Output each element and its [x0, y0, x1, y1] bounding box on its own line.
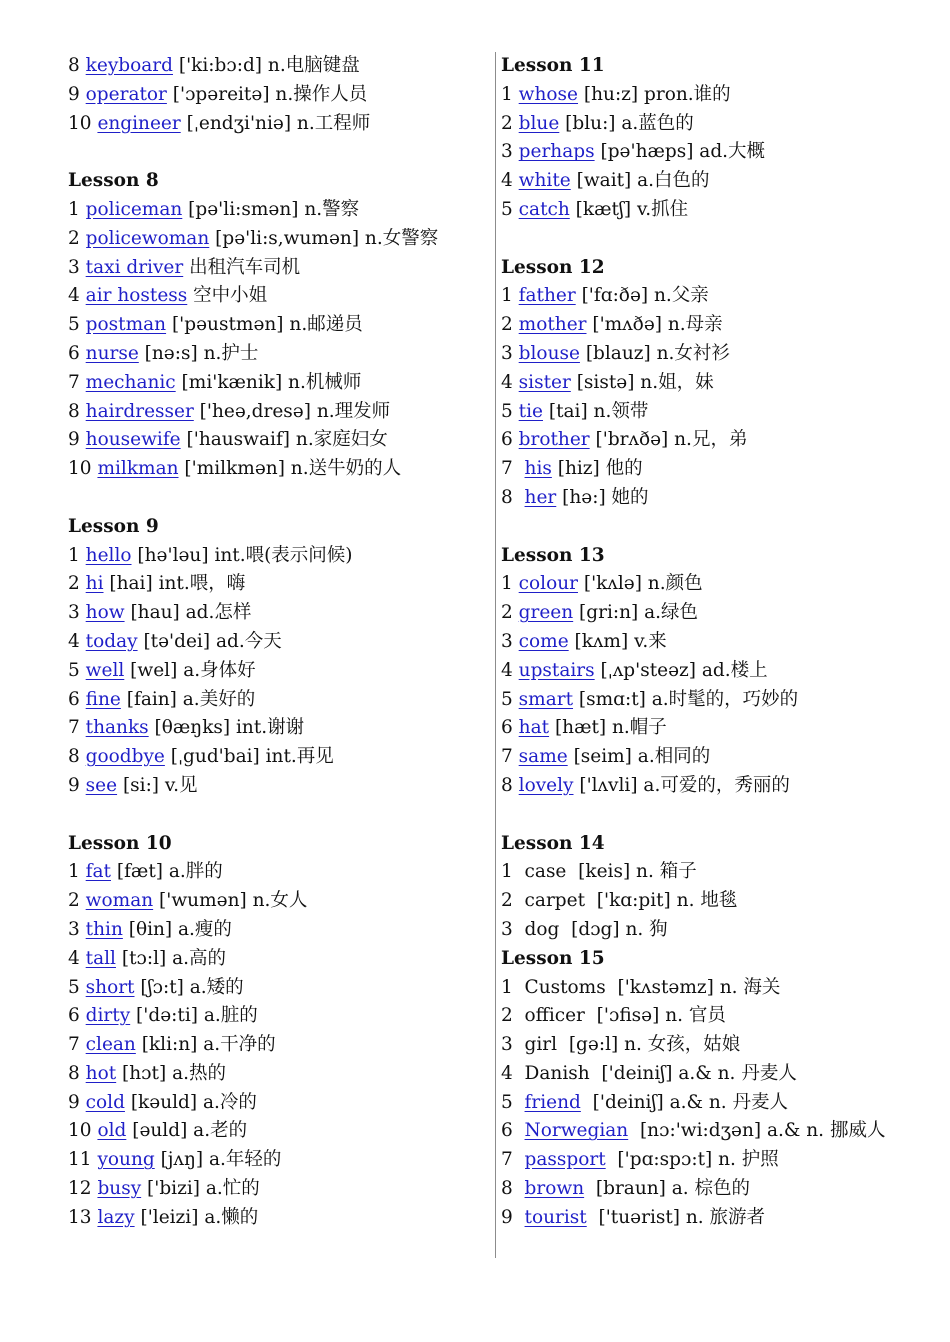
vocab-word-link[interactable]: upstairs	[518, 659, 595, 681]
vocab-entry	[68, 398, 488, 427]
vocab-word-link[interactable]: young	[97, 1149, 155, 1171]
entry-definition: ['ɔpəreitə] n.操作人员	[166, 83, 368, 105]
vocab-word-link[interactable]: brown	[524, 1178, 585, 1200]
entry-definition: [kli:n] a.干净的	[135, 1034, 276, 1056]
entry-definition: [θæŋks] int.谢谢	[148, 717, 305, 739]
entry-definition: [kʌm] v.来	[568, 630, 667, 652]
vocab-entry	[68, 311, 488, 340]
entry-definition: [si:] v.见	[117, 774, 198, 796]
vocab-entry	[501, 1204, 941, 1233]
vocab-word-link[interactable]: his	[524, 458, 552, 480]
entry-number: 8	[68, 55, 80, 76]
entry-definition: [pə'hæps] ad.大概	[594, 141, 766, 163]
vocab-entry	[501, 1002, 941, 1031]
entry-number: 2	[501, 1005, 519, 1027]
vocab-word-link[interactable]: tall	[85, 947, 116, 969]
vocab-word: officer	[524, 1005, 585, 1027]
entry-number: 2	[68, 227, 80, 249]
vocab-entry	[68, 225, 488, 254]
vocab-entry	[68, 1002, 488, 1031]
vocab-word-link[interactable]: postman	[85, 314, 167, 336]
entry-number: 7	[501, 746, 513, 768]
entry-number: 7	[68, 1034, 80, 1056]
vocab-entry	[68, 974, 488, 1003]
vocab-word-link[interactable]: see	[85, 774, 118, 796]
vocab-entry	[501, 455, 941, 484]
vocab-word-link[interactable]: hello	[85, 544, 132, 566]
vocab-word-link[interactable]: friend	[524, 1091, 581, 1113]
entry-number: 7	[501, 458, 519, 480]
entry-definition: ['milkmən] n.送牛奶的人	[178, 458, 402, 480]
vocab-entry	[68, 254, 488, 283]
entry-number: 1	[68, 544, 80, 566]
vocab-entry	[68, 1204, 488, 1233]
entry-number: 4	[68, 947, 80, 969]
entry-definition: [wait] a.白色的	[570, 170, 710, 192]
vocab-entry	[68, 542, 488, 571]
vocab-entry	[68, 599, 488, 628]
vocab-entry	[68, 110, 488, 139]
vocab-entry	[501, 196, 941, 225]
entry-number: 4	[501, 371, 513, 393]
vocab-entry	[68, 686, 488, 715]
vocab-word-link[interactable]: colour	[518, 573, 578, 595]
entry-definition: [kəuld] a.冷的	[124, 1091, 257, 1113]
entry-definition: [pə'li:smən] n.警察	[182, 198, 360, 220]
entry-number: 10	[68, 112, 92, 134]
entry-definition: 空中小姐	[187, 285, 268, 307]
vocab-entry	[68, 1175, 488, 1204]
entry-number: 12	[68, 1178, 92, 1200]
entry-number: 6	[68, 688, 80, 710]
vocab-word-link[interactable]: whose	[518, 83, 579, 105]
vocab-entry	[68, 945, 488, 974]
vocab-entry	[68, 282, 488, 311]
lesson-heading: Lesson 9	[68, 515, 159, 537]
entry-number: 9	[501, 1206, 519, 1228]
vocab-word-link[interactable]: white	[518, 170, 571, 192]
vocab-entry	[501, 657, 941, 686]
entry-number: 1	[501, 861, 519, 883]
vocab-word-link[interactable]: Norwegian	[524, 1120, 629, 1142]
entry-number: 8	[501, 486, 519, 508]
entry-number: 6	[501, 429, 513, 451]
entry-definition: [hai] int.喂，嗨	[103, 573, 246, 595]
vocab-word-link[interactable]: same	[518, 746, 568, 768]
entry-number: 5	[501, 1091, 519, 1113]
blank-line	[68, 484, 488, 513]
vocab-word-link[interactable]: passport	[524, 1149, 606, 1171]
entry-number: 5	[501, 688, 513, 710]
lesson-heading: Lesson 14	[501, 832, 605, 854]
vocab-entry	[68, 714, 488, 743]
entry-number: 8	[68, 746, 80, 768]
entry-number: 3	[68, 918, 80, 940]
vocab-entry	[501, 628, 941, 657]
entry-definition: [braun] a. 棕色的	[584, 1178, 751, 1200]
vocab-word-link[interactable]: green	[518, 602, 574, 624]
entry-definition: [hæt] n.帽子	[549, 717, 667, 739]
entry-number: 1	[501, 285, 513, 307]
entry-definition: [ˌendʒi'niə] n.工程师	[180, 112, 371, 134]
vocab-entry	[68, 858, 488, 887]
lesson-heading: Lesson 12	[501, 256, 605, 278]
vocab-entry	[68, 657, 488, 686]
entry-definition: [dɔg] n. 狗	[559, 918, 668, 940]
entry-number: 6	[501, 717, 513, 739]
vocab-entry	[501, 340, 941, 369]
vocab-word-link[interactable]: blouse	[518, 342, 580, 364]
entry-number: 1	[68, 861, 80, 883]
vocab-word-link[interactable]: keyboard	[85, 55, 173, 76]
entry-definition: ['kɑ:pit] n. 地毯	[585, 890, 738, 912]
entry-number: 1	[501, 976, 519, 998]
vocab-entry	[501, 167, 941, 196]
entry-number: 1	[501, 573, 513, 595]
entry-definition: [hə:] 她的	[556, 486, 649, 508]
entry-definition: [ˌgud'bai] int.再见	[164, 746, 334, 768]
blank-line	[501, 225, 941, 254]
vocab-word: girl	[524, 1034, 558, 1056]
vocab-word-link[interactable]: busy	[97, 1178, 142, 1200]
entry-number: 2	[68, 890, 80, 912]
vocab-entry	[501, 1117, 941, 1146]
entry-number: 1	[501, 83, 513, 105]
vocab-word: case	[524, 861, 567, 883]
entry-definition: [ˌʌp'steəz] ad.楼上	[594, 659, 768, 681]
entry-number: 8	[501, 774, 513, 796]
entry-definition: ['lʌvli] a.可爱的，秀丽的	[573, 774, 790, 796]
vocab-entry	[68, 196, 488, 225]
vocab-entry	[501, 81, 941, 110]
vocab-word-link[interactable]: her	[524, 486, 557, 508]
vocab-word-link[interactable]: lazy	[97, 1206, 135, 1228]
vocab-entry	[501, 887, 941, 916]
column-divider	[495, 52, 496, 1258]
vocab-word-link[interactable]: how	[85, 602, 125, 624]
vocab-entry	[68, 52, 488, 81]
blank-line	[68, 138, 488, 167]
vocab-word-link[interactable]: hairdresser	[85, 400, 194, 422]
entry-definition: [blauz] n.女衬衫	[579, 342, 730, 364]
vocab-entry	[68, 887, 488, 916]
lesson-heading: Lesson 15	[501, 947, 605, 969]
entry-definition: ['hauswaif] n.家庭妇女	[180, 429, 388, 451]
entry-definition: [blu:] a.蓝色的	[559, 112, 694, 134]
vocab-word-link[interactable]: nurse	[85, 342, 139, 364]
lesson-heading: Lesson 8	[68, 170, 159, 192]
entry-number: 4	[501, 659, 513, 681]
entry-number: 3	[501, 918, 519, 940]
vocab-word: Customs	[524, 976, 606, 998]
entry-definition: ['tuərist] n. 旅游者	[586, 1206, 766, 1228]
entry-definition: ['pɑ:spɔ:t] n. 护照	[605, 1149, 779, 1171]
blank-line	[501, 513, 941, 542]
vocab-word-link[interactable]: policeman	[85, 198, 183, 220]
entry-number: 6	[501, 1120, 519, 1142]
entry-number: 10	[68, 458, 92, 480]
vocab-entry	[501, 369, 941, 398]
entry-number: 7	[501, 1149, 519, 1171]
vocab-entry	[68, 1146, 488, 1175]
entry-number: 7	[68, 371, 80, 393]
vocab-word-link[interactable]: mechanic	[85, 371, 176, 393]
entry-number: 8	[68, 1062, 80, 1084]
vocab-word-link[interactable]: old	[97, 1120, 127, 1142]
entry-definition: [tai] n.领带	[542, 400, 649, 422]
entry-number: 9	[68, 83, 80, 105]
vocab-word-link[interactable]: catch	[518, 198, 570, 220]
vocab-entry	[68, 81, 488, 110]
entry-number: 5	[501, 400, 513, 422]
entry-definition: [nə:s] n.护士	[138, 342, 259, 364]
vocab-word-link[interactable]: woman	[85, 890, 154, 912]
entry-number: 6	[68, 1005, 80, 1027]
entry-definition: [əuld] a.老的	[126, 1120, 248, 1142]
entry-number: 2	[501, 890, 519, 912]
vocab-word: dog	[524, 918, 560, 940]
entry-definition: [mi'kænik] n.机械师	[175, 371, 362, 393]
entry-number: 9	[68, 429, 80, 451]
vocab-entry	[501, 426, 941, 455]
entry-definition: ['kʌlə] n.颜色	[577, 573, 703, 595]
entry-definition: ['wumən] n.女人	[153, 890, 308, 912]
entry-definition: [hə'ləu] int.喂(表示问候)	[131, 544, 353, 566]
vocab-word-link[interactable]: thanks	[85, 717, 149, 739]
entry-definition: [tɔ:l] a.高的	[115, 947, 227, 969]
vocab-word-link[interactable]: clean	[85, 1034, 136, 1056]
vocab-word: Danish	[524, 1062, 590, 1084]
entry-definition: [tə'dei] ad.今天	[137, 630, 282, 652]
entry-number: 9	[68, 1091, 80, 1113]
entry-number: 2	[501, 314, 513, 336]
vocab-entry	[501, 916, 941, 945]
vocab-entry	[501, 1146, 941, 1175]
vocab-column-left	[68, 52, 488, 1233]
entry-number: 6	[68, 342, 80, 364]
vocab-entry	[501, 138, 941, 167]
vocab-word-link[interactable]: housewife	[85, 429, 181, 451]
entry-definition: ['brʌðə] n.兄，弟	[589, 429, 748, 451]
blank-line	[501, 801, 941, 830]
vocab-entry	[501, 110, 941, 139]
vocab-word-link[interactable]: father	[518, 285, 576, 307]
entry-number: 5	[68, 976, 80, 998]
entry-number: 8	[68, 400, 80, 422]
vocab-entry	[68, 1060, 488, 1089]
vocab-entry	[68, 1031, 488, 1060]
vocab-entry	[68, 628, 488, 657]
vocab-word-link[interactable]: smart	[518, 688, 574, 710]
vocab-entry	[501, 570, 941, 599]
vocab-word-link[interactable]: hat	[518, 717, 550, 739]
vocab-entry	[68, 455, 488, 484]
vocab-word-link[interactable]: cold	[85, 1091, 125, 1113]
vocab-entry	[68, 743, 488, 772]
entry-definition: ['pəustmən] n.邮递员	[166, 314, 363, 336]
entry-number: 2	[68, 573, 80, 595]
vocab-word-link[interactable]: fat	[85, 861, 111, 883]
entry-definition: [kætʃ] v.抓住	[569, 198, 689, 220]
entry-number: 3	[501, 1034, 519, 1056]
entry-number: 5	[68, 314, 80, 336]
entry-definition: ['deiniʃ] a.& n. 丹麦人	[589, 1062, 797, 1084]
entry-definition: [fæt] a.胖的	[110, 861, 223, 883]
entry-number: 3	[501, 342, 513, 364]
vocab-word-link[interactable]: air hostess	[85, 285, 188, 307]
entry-definition: ['deiniʃ] a.& n. 丹麦人	[580, 1091, 789, 1113]
entry-number: 1	[68, 198, 80, 220]
entry-number: 3	[68, 256, 80, 278]
entry-definition: ['leizi] a.懒的	[134, 1206, 259, 1228]
vocab-entry	[501, 1089, 941, 1118]
vocab-word-link[interactable]: blue	[518, 112, 560, 134]
vocab-word-link[interactable]: dirty	[85, 1005, 131, 1027]
entry-definition: ['mʌðə] n.母亲	[586, 314, 723, 336]
vocab-word-link[interactable]: goodbye	[85, 746, 165, 768]
vocab-entry	[68, 1089, 488, 1118]
lesson-heading: Lesson 11	[501, 55, 605, 76]
entry-definition: [seim] a.相同的	[567, 746, 711, 768]
vocab-entry	[501, 714, 941, 743]
entry-definition: ['bizi] a.忙的	[141, 1178, 260, 1200]
entry-definition: ['fɑ:ðə] n.父亲	[575, 285, 709, 307]
vocab-word-link[interactable]: hi	[85, 573, 104, 595]
entry-definition: [jʌŋ] a.年轻的	[154, 1149, 282, 1171]
entry-number: 7	[68, 717, 80, 739]
entry-definition: [hiz] 他的	[551, 458, 643, 480]
entry-number: 5	[501, 198, 513, 220]
vocab-entry	[501, 686, 941, 715]
vocab-column-right	[501, 52, 941, 1233]
entry-number: 3	[68, 602, 80, 624]
vocab-word-link[interactable]: short	[85, 976, 135, 998]
vocab-entry	[501, 599, 941, 628]
entry-number: 3	[501, 630, 513, 652]
vocab-entry	[68, 340, 488, 369]
vocab-word-link[interactable]: milkman	[97, 458, 179, 480]
lesson-heading: Lesson 13	[501, 544, 605, 566]
entry-number: 13	[68, 1206, 92, 1228]
entry-definition: [fain] a.美好的	[120, 688, 256, 710]
entry-number: 2	[501, 112, 513, 134]
vocab-entry	[501, 1031, 941, 1060]
entry-definition: [smɑ:t] a.时髦的，巧妙的	[573, 688, 799, 710]
entry-number: 10	[68, 1120, 92, 1142]
vocab-word-link[interactable]: hot	[85, 1062, 117, 1084]
vocab-word-link[interactable]: taxi driver	[85, 256, 184, 278]
vocab-entry	[501, 1060, 941, 1089]
vocab-word-link[interactable]: operator	[85, 83, 167, 105]
entry-number: 4	[68, 630, 80, 652]
lesson-heading: Lesson 10	[68, 832, 172, 854]
vocab-entry	[501, 974, 941, 1003]
vocab-entry	[501, 282, 941, 311]
entry-definition: ['ki:bɔ:d] n.电脑键盘	[172, 55, 360, 76]
vocab-word-link[interactable]: brother	[518, 429, 590, 451]
entry-number: 4	[501, 170, 513, 192]
entry-definition: [pə'li:s,wumən] n.女警察	[209, 227, 439, 249]
blank-line	[68, 801, 488, 830]
entry-definition: ['heə,dresə] n.理发师	[193, 400, 391, 422]
vocab-entry	[501, 743, 941, 772]
entry-number: 9	[68, 774, 80, 796]
vocab-word-link[interactable]: mother	[518, 314, 587, 336]
vocab-entry	[501, 311, 941, 340]
vocab-entry	[501, 858, 941, 887]
entry-number: 4	[68, 285, 80, 307]
vocab-word-link[interactable]: tie	[518, 400, 543, 422]
entry-definition: [keis] n. 箱子	[566, 861, 697, 883]
entry-number: 8	[501, 1178, 519, 1200]
entry-definition: [nɔ:'wi:dʒən] a.& n. 挪威人	[628, 1120, 886, 1142]
vocab-entry	[68, 772, 488, 801]
entry-definition: [gri:n] a.绿色	[573, 602, 699, 624]
entry-definition: [gə:l] n. 女孩，姑娘	[557, 1034, 741, 1056]
vocab-word: carpet	[524, 890, 586, 912]
vocab-word-link[interactable]: sister	[518, 371, 571, 393]
entry-definition: [θin] a.瘦的	[122, 918, 232, 940]
entry-number: 3	[501, 141, 513, 163]
entry-definition: [hau] ad.怎样	[124, 602, 252, 624]
vocab-word-link[interactable]: well	[85, 659, 125, 681]
vocab-word-link[interactable]: perhaps	[518, 141, 595, 163]
vocab-entry	[501, 398, 941, 427]
vocab-word-link[interactable]: fine	[85, 688, 121, 710]
vocab-word-link[interactable]: engineer	[97, 112, 181, 134]
entry-definition: [hɔt] a.热的	[116, 1062, 226, 1084]
vocab-entry	[68, 570, 488, 599]
entry-definition: [ʃɔ:t] a.矮的	[134, 976, 244, 998]
vocab-word-link[interactable]: today	[85, 630, 138, 652]
entry-definition: 出租汽车司机	[183, 256, 301, 278]
vocab-entry	[501, 484, 941, 513]
entry-definition: ['ɔfisə] n. 官员	[584, 1005, 726, 1027]
vocab-entry	[68, 916, 488, 945]
vocab-entry	[501, 1175, 941, 1204]
vocab-word-link[interactable]: lovely	[518, 774, 574, 796]
vocab-entry	[68, 369, 488, 398]
vocab-word-link[interactable]: thin	[85, 918, 123, 940]
vocab-entry	[501, 772, 941, 801]
entry-definition: [wel] a.身体好	[124, 659, 256, 681]
entry-number: 5	[68, 659, 80, 681]
entry-number: 2	[501, 602, 513, 624]
entry-definition: ['də:ti] a.脏的	[130, 1005, 258, 1027]
vocab-entry	[68, 1117, 488, 1146]
vocab-entry	[68, 426, 488, 455]
entry-definition: [hu:z] pron.谁的	[578, 83, 731, 105]
vocab-word-link[interactable]: tourist	[524, 1206, 587, 1228]
entry-number: 4	[501, 1062, 519, 1084]
entry-number: 11	[68, 1149, 92, 1171]
entry-definition: ['kʌstəmz] n. 海关	[605, 976, 781, 998]
vocab-word-link[interactable]: policewoman	[85, 227, 210, 249]
vocab-word-link[interactable]: come	[518, 630, 569, 652]
entry-definition: [sistə] n.姐，妹	[570, 371, 714, 393]
